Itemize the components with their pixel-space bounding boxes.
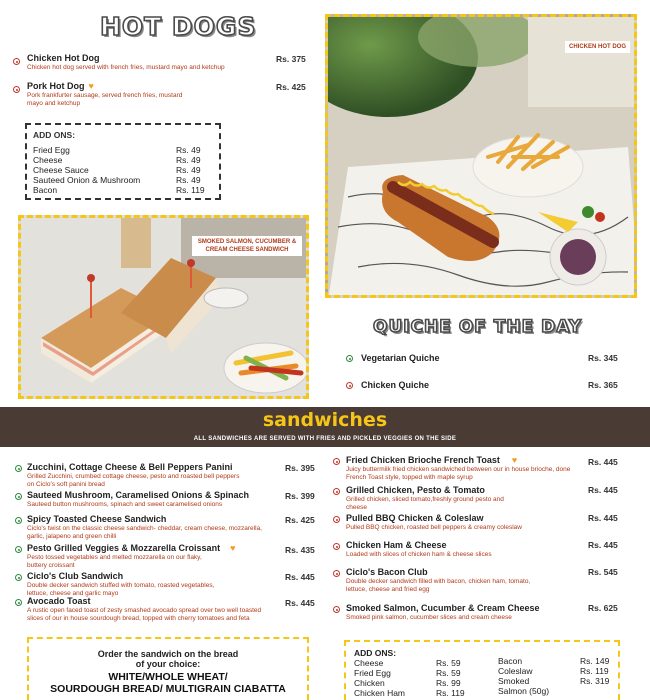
- addons-col-1: [354, 658, 498, 698]
- sandwiches-band: [0, 407, 650, 447]
- photo-caption: SMOKED SALMON, CUCUMBER & CREAM CHEESE SANDWICH: [192, 236, 302, 256]
- heart-icon: ♥: [511, 455, 518, 465]
- veg-icon: [346, 355, 353, 362]
- item-price: Rs. 445: [285, 572, 315, 582]
- item-desc: Chicken hot dog served with french fries, mustard mayo and ketchup: [27, 64, 225, 71]
- nonveg-icon: [333, 570, 340, 577]
- item-price: Rs. 445: [588, 513, 618, 523]
- item-name: Ciclo's Club Sandwich: [27, 571, 124, 581]
- sandwich-photo: [18, 215, 309, 399]
- menu-item[interactable]: [27, 81, 277, 108]
- veg-icon: [15, 517, 22, 524]
- addon-row: Chicken Rs. 99: [354, 678, 461, 688]
- item-name: Smoked Salmon, Cucumber & Cream Cheese: [346, 603, 540, 613]
- item-price: Rs. 625: [588, 603, 618, 613]
- nonveg-icon: [333, 488, 340, 495]
- addon-row: Cheese Rs. 49: [33, 155, 201, 165]
- menu-item[interactable]: [346, 603, 586, 622]
- menu-item[interactable]: [27, 514, 282, 541]
- item-name: Zucchini, Cottage Cheese & Bell Peppers Panini: [27, 462, 233, 472]
- item-name: Chicken Hot Dog: [27, 53, 100, 63]
- item-price: Rs. 345: [588, 353, 618, 363]
- item-desc: Double decker sandwich filled with bacon, chicken ham, tomato, lettuce, cheese and fried egg: [346, 578, 531, 593]
- item-name: Fried Chicken Brioche French Toast ♥: [346, 455, 518, 465]
- nonveg-icon: [333, 516, 340, 523]
- item-price: Rs. 425: [276, 82, 306, 92]
- quiche-title: QUICHE OF THE DAY: [373, 317, 583, 337]
- item-desc: Pork frankfurter sausage, served french fries, mustard mayo and ketchup: [27, 92, 183, 107]
- item-desc: Pulled BBQ chicken, roasted bell peppers & creamy coleslaw: [346, 524, 522, 531]
- hot-dog-photo: [325, 14, 637, 298]
- item-price: Rs. 445: [588, 485, 618, 495]
- addon-row: Bacon Rs. 119: [33, 185, 205, 195]
- quiche-item-name[interactable]: Vegetarian Quiche: [361, 353, 440, 363]
- item-price: Rs. 445: [588, 457, 618, 467]
- item-name: Sauteed Mushroom, Caramelised Onions & Spinach: [27, 490, 250, 500]
- addon-row: Bacon Rs. 149: [498, 656, 610, 666]
- item-desc: Grilled chicken, sliced tomato,freshly ground pesto and cheese: [346, 496, 504, 511]
- addons-col-2: [498, 656, 609, 698]
- item-desc: Pesto tossed vegetables and melted mozzarella on our flaky, buttery croissant: [27, 554, 202, 569]
- heart-icon: ♥: [230, 543, 236, 553]
- nonveg-icon: [13, 86, 20, 93]
- item-price: Rs. 425: [285, 515, 315, 525]
- item-price: Rs. 395: [285, 463, 315, 473]
- addon-row: Smoked Rs. 319: [498, 676, 610, 686]
- addon-row: Chicken Ham Rs. 119: [354, 688, 465, 698]
- addon-row: Coleslaw Rs. 119: [498, 666, 609, 676]
- item-price: Rs. 445: [588, 540, 618, 550]
- nonveg-icon: [13, 58, 20, 65]
- nonveg-icon: [346, 382, 353, 389]
- hot-dog-illustration: [328, 17, 637, 298]
- menu-item[interactable]: [346, 513, 586, 532]
- veg-icon: [15, 574, 22, 581]
- item-name: Chicken Ham & Cheese: [346, 540, 447, 550]
- menu-item[interactable]: [27, 490, 282, 509]
- item-desc: Sauteed button mushrooms, spinach and sweet caramelised onions: [27, 501, 223, 508]
- addon-row: Salmon (50g): [498, 686, 550, 696]
- addon-row: Cheese Rs. 59: [354, 658, 461, 668]
- addons-title: ADD ONS:: [33, 130, 76, 140]
- nonveg-icon: [333, 458, 340, 465]
- bread-choice-box: [27, 637, 309, 700]
- addon-row: Fried Egg Rs. 59: [354, 668, 461, 678]
- sandwiches-title: sandwiches: [262, 409, 388, 431]
- menu-item[interactable]: [27, 53, 277, 72]
- bread-note: of your choice:: [135, 659, 201, 669]
- addon-row: Fried Egg Rs. 49: [33, 145, 201, 155]
- item-desc: Double decker sandwich stuffed with tomato, roasted vegetables, lettuce, cheese and garlic mayo: [27, 582, 215, 597]
- item-desc: A rustic open faced toast of zesty smashed avocado spread over two well toasted slices of our in house sourdough bread, topped with cherry tomatoes and feta: [27, 607, 262, 622]
- item-name: Pesto Grilled Veggies & Mozzarella Croissant ♥: [27, 543, 236, 553]
- veg-icon: [15, 546, 22, 553]
- nonveg-icon: [333, 543, 340, 550]
- item-name: Pork Hot Dog ♥: [27, 81, 94, 91]
- item-desc: Grilled Zucchini, crumbed cottage cheese, pesto and roasted bell peppers on Ciclo's soft panini bread: [27, 473, 240, 488]
- heart-icon: ♥: [88, 81, 94, 91]
- hot-dog-addons-box: [25, 123, 221, 200]
- photo-caption: CHICKEN HOT DOG: [565, 41, 630, 53]
- bread-options: SOURDOUGH BREAD/ MULTIGRAIN CIABATTA: [50, 683, 286, 695]
- item-desc: Ciclo's twist on the classic cheese sandwich- cheddar, cream cheese, mozzarella, garlic, jalapeno and green chilli: [27, 525, 262, 540]
- item-name: Spicy Toasted Cheese Sandwich: [27, 514, 167, 524]
- menu-item[interactable]: [27, 596, 282, 623]
- bread-note: Order the sandwich on the bread: [97, 649, 239, 659]
- menu-item[interactable]: [346, 567, 586, 594]
- item-name: Pulled BBQ Chicken & Coleslaw: [346, 513, 484, 523]
- veg-icon: [15, 599, 22, 606]
- menu-item[interactable]: [27, 543, 282, 570]
- addon-row: Cheese Sauce Rs. 49: [33, 165, 201, 175]
- item-desc: Juicy buttermilk fried chicken sandwiched between our in house brioche, done French Toast style, topped with maple syrup: [346, 466, 571, 481]
- sandwich-addons-box: [344, 640, 620, 700]
- nonveg-icon: [333, 606, 340, 613]
- item-price: Rs. 399: [285, 491, 315, 501]
- item-desc: Loaded with slices of chicken ham & cheese slices: [346, 551, 492, 558]
- sandwiches-subtitle: ALL SANDWICHES ARE SERVED WITH FRIES AND PICKLED VEGGIES ON THE SIDE: [193, 436, 457, 442]
- veg-icon: [15, 465, 22, 472]
- bread-options: WHITE/WHOLE WHEAT/: [108, 671, 228, 683]
- item-name: Grilled Chicken, Pesto & Tomato: [346, 485, 485, 495]
- menu-item[interactable]: [346, 540, 586, 559]
- item-name: Ciclo's Bacon Club: [346, 567, 428, 577]
- addons-title: ADD ONS:: [354, 648, 397, 658]
- item-price: Rs. 375: [276, 54, 306, 64]
- item-price: Rs. 445: [285, 598, 315, 608]
- menu-item[interactable]: [346, 485, 586, 512]
- menu-item[interactable]: [27, 462, 282, 489]
- addon-row: Sauteed Onion & Mushroom Rs. 49: [33, 175, 201, 185]
- veg-icon: [15, 493, 22, 500]
- item-price: Rs. 435: [285, 545, 315, 555]
- item-desc: Smoked pink salmon, cucumber slices and cream cheese: [346, 614, 512, 621]
- hot-dogs-title: HOT DOGS: [100, 12, 257, 41]
- menu-item[interactable]: [27, 571, 282, 598]
- quiche-item-name[interactable]: Chicken Quiche: [361, 380, 430, 390]
- item-price: Rs. 545: [588, 567, 618, 577]
- menu-item[interactable]: [346, 455, 586, 482]
- item-price: Rs. 365: [588, 380, 618, 390]
- item-name: Avocado Toast: [27, 596, 91, 606]
